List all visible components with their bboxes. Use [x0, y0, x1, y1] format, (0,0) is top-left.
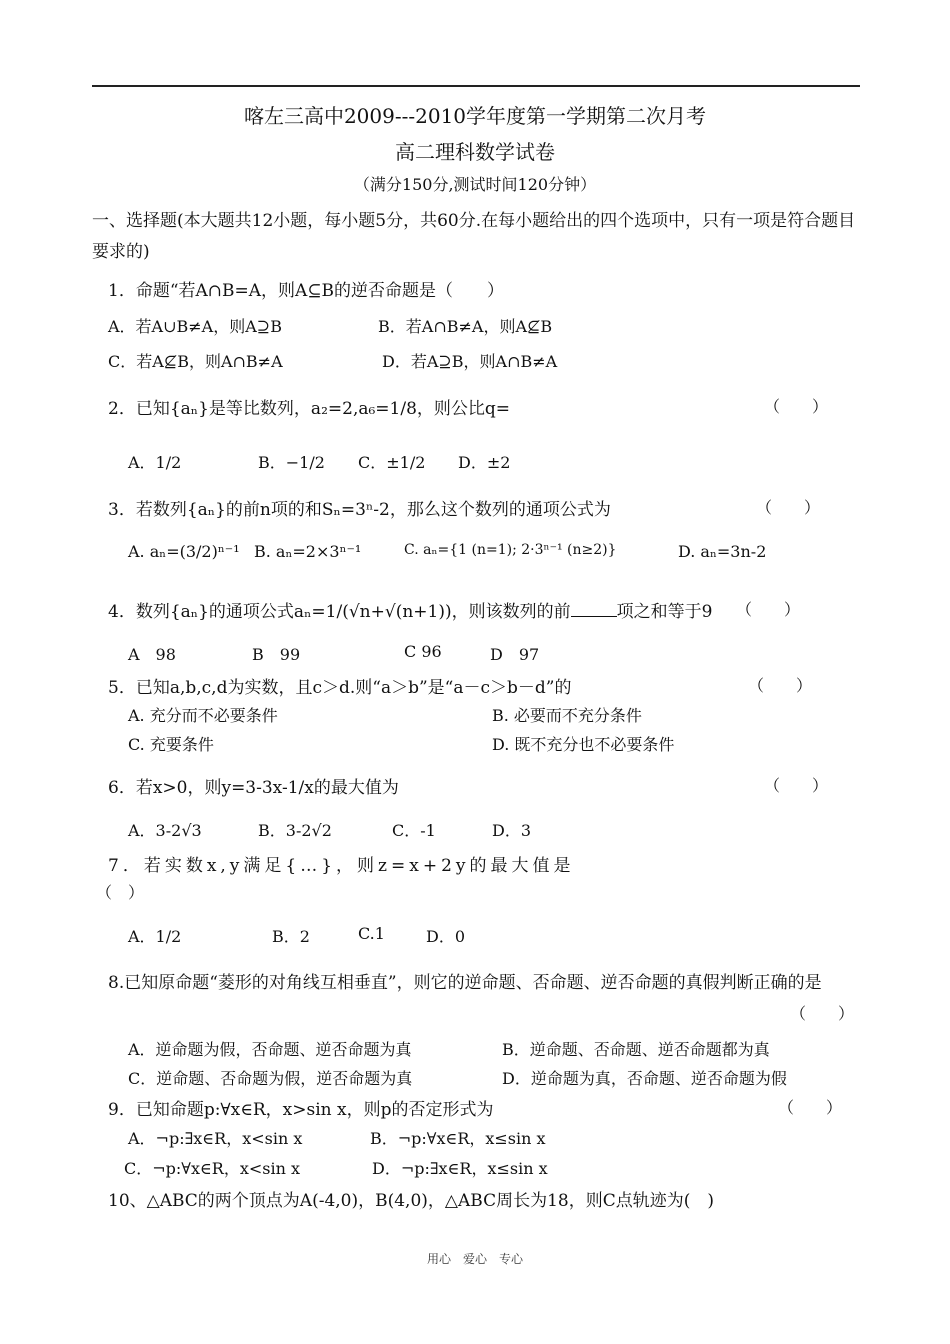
question-8-option-d: D．逆命题为真，否命题、逆否命题为假 — [502, 1069, 787, 1088]
question-7-stem: 7．若实数x,y满足{…}，则z=x+2y的最大值是 — [108, 856, 575, 876]
question-7-option-b: B．2 — [272, 927, 310, 946]
question-3-stem: 3．若数列{aₙ}的前n项的和Sₙ=3ⁿ-2，那么这个数列的通项公式为 — [108, 500, 611, 520]
question-7-option-c: C.1 — [358, 924, 385, 943]
question-2-answer-paren: （ ） — [764, 397, 829, 416]
question-4-option-c: C 96 — [404, 642, 442, 661]
question-8-option-b: B．逆命题、否命题、逆否命题都为真 — [502, 1040, 770, 1059]
question-5-answer-paren: （ ） — [748, 676, 813, 695]
question-5-option-a: A. 充分而不必要条件 — [128, 706, 278, 725]
question-8-option-c: C．逆命题、否命题为假，逆否命题为真 — [128, 1069, 413, 1088]
question-9-option-b: B．¬p:∀x∈R，x≤sin x — [370, 1129, 546, 1148]
question-10-stem: 10、△ABC的两个顶点为A(-4,0)，B(4,0)，△ABC周长为18，则C点轨迹为( ) — [108, 1191, 714, 1211]
question-9-option-d: D．¬p:∃x∈R，x≤sin x — [372, 1159, 548, 1178]
question-3-option-d: D. aₙ=3n-2 — [678, 542, 767, 561]
question-1-option-c: C．若A⊈B，则A∩B≠A — [108, 352, 283, 371]
footer-motto: 用心 爱心 专心 — [426, 1252, 523, 1266]
question-9-option-c: C．¬p:∀x∈R，x<sin x — [124, 1159, 301, 1178]
question-4-answer-paren: （ ） — [736, 600, 801, 619]
question-6-answer-paren: （ ） — [764, 776, 829, 795]
question-1-option-a: A．若A∪B≠A，则A⊇B — [108, 317, 282, 336]
question-4-stem-text: 4．数列{aₙ}的通项公式aₙ=1/(√n+√(n+1))，则该数列的前 — [108, 602, 571, 622]
question-2-option-a: A．1/2 — [128, 453, 182, 472]
question-5-option-d: D. 既不充分也不必要条件 — [492, 735, 675, 754]
question-9-answer-paren: （ ） — [778, 1098, 843, 1117]
question-3-option-c: C. aₙ={1 (n=1); 2·3ⁿ⁻¹ (n≥2)} — [404, 542, 617, 558]
question-5-option-c: C. 充要条件 — [128, 735, 214, 754]
question-6-option-b: B．3-2√2 — [258, 821, 332, 840]
question-4-option-d: D 97 — [490, 645, 540, 664]
question-3-option-b: B. aₙ=2×3ⁿ⁻¹ — [254, 542, 362, 561]
question-9-stem: 9．已知命题p:∀x∈R，x>sin x，则p的否定形式为 — [108, 1100, 494, 1120]
question-2-option-c: C．±1/2 — [358, 453, 426, 472]
exam-school-title: 喀左三高中2009---2010学年度第一学期第二次月考 — [243, 104, 707, 128]
question-6-option-c: C．-1 — [392, 821, 436, 840]
question-2-option-d: D．±2 — [458, 453, 511, 472]
question-6-option-d: D．3 — [492, 821, 532, 840]
top-rule — [92, 85, 860, 87]
question-6-option-a: A．3-2√3 — [128, 821, 202, 840]
question-1-option-d: D．若A⊇B，则A∩B≠A — [382, 352, 558, 371]
question-7-answer-paren: （ ） — [96, 883, 145, 902]
question-5-stem: 5．已知a,b,c,d为实数，且c＞d.则“a＞b”是“a－c＞b－d”的 — [108, 678, 572, 698]
question-3-answer-paren: （ ） — [756, 498, 821, 517]
question-1-stem: 1．命题“若A∩B=A，则A⊆B的逆否命题是（ ） — [108, 281, 505, 301]
question-8-answer-paren: （ ） — [790, 1004, 855, 1023]
question-4-stem — [108, 597, 712, 622]
question-4-option-a: A 98 — [128, 645, 176, 664]
question-4-stem-tail: 项之和等于9 — [616, 602, 713, 622]
question-4-option-b: B 99 — [252, 645, 301, 664]
question-5-option-b: B. 必要而不充分条件 — [492, 706, 642, 725]
exam-subject-title: 高二理科数学试卷 — [395, 140, 555, 164]
exam-info: （满分150分,测试时间120分钟） — [353, 175, 597, 194]
question-6-stem: 6．若x>0，则y=3-3x-1/x的最大值为 — [108, 778, 399, 798]
question-7-option-d: D．0 — [426, 927, 466, 946]
question-2-option-b: B．−1/2 — [258, 453, 325, 472]
question-4-blank — [571, 616, 617, 617]
question-1-option-b: B．若A∩B≠A，则A⊈B — [378, 317, 553, 336]
question-7-option-a: A．1/2 — [128, 927, 182, 946]
question-8-option-a: A．逆命题为假，否命题、逆否命题为真 — [128, 1040, 412, 1059]
section-intro: 一、选择题(本大题共12小题，每小题5分，共60分.在每小题给出的四个选项中，只有一项是符合题目要求的) — [92, 211, 856, 262]
question-3-option-a: A. aₙ=(3/2)ⁿ⁻¹ — [128, 542, 240, 561]
question-8-stem: 8.已知原命题“菱形的对角线互相垂直”，则它的逆命题、否命题、逆否命题的真假判断正确的是 — [108, 973, 822, 993]
question-9-option-a: A．¬p:∃x∈R，x<sin x — [128, 1129, 303, 1148]
question-2-stem: 2．已知{aₙ}是等比数列，a₂=2,a₆=1/8，则公比q= — [108, 399, 511, 419]
